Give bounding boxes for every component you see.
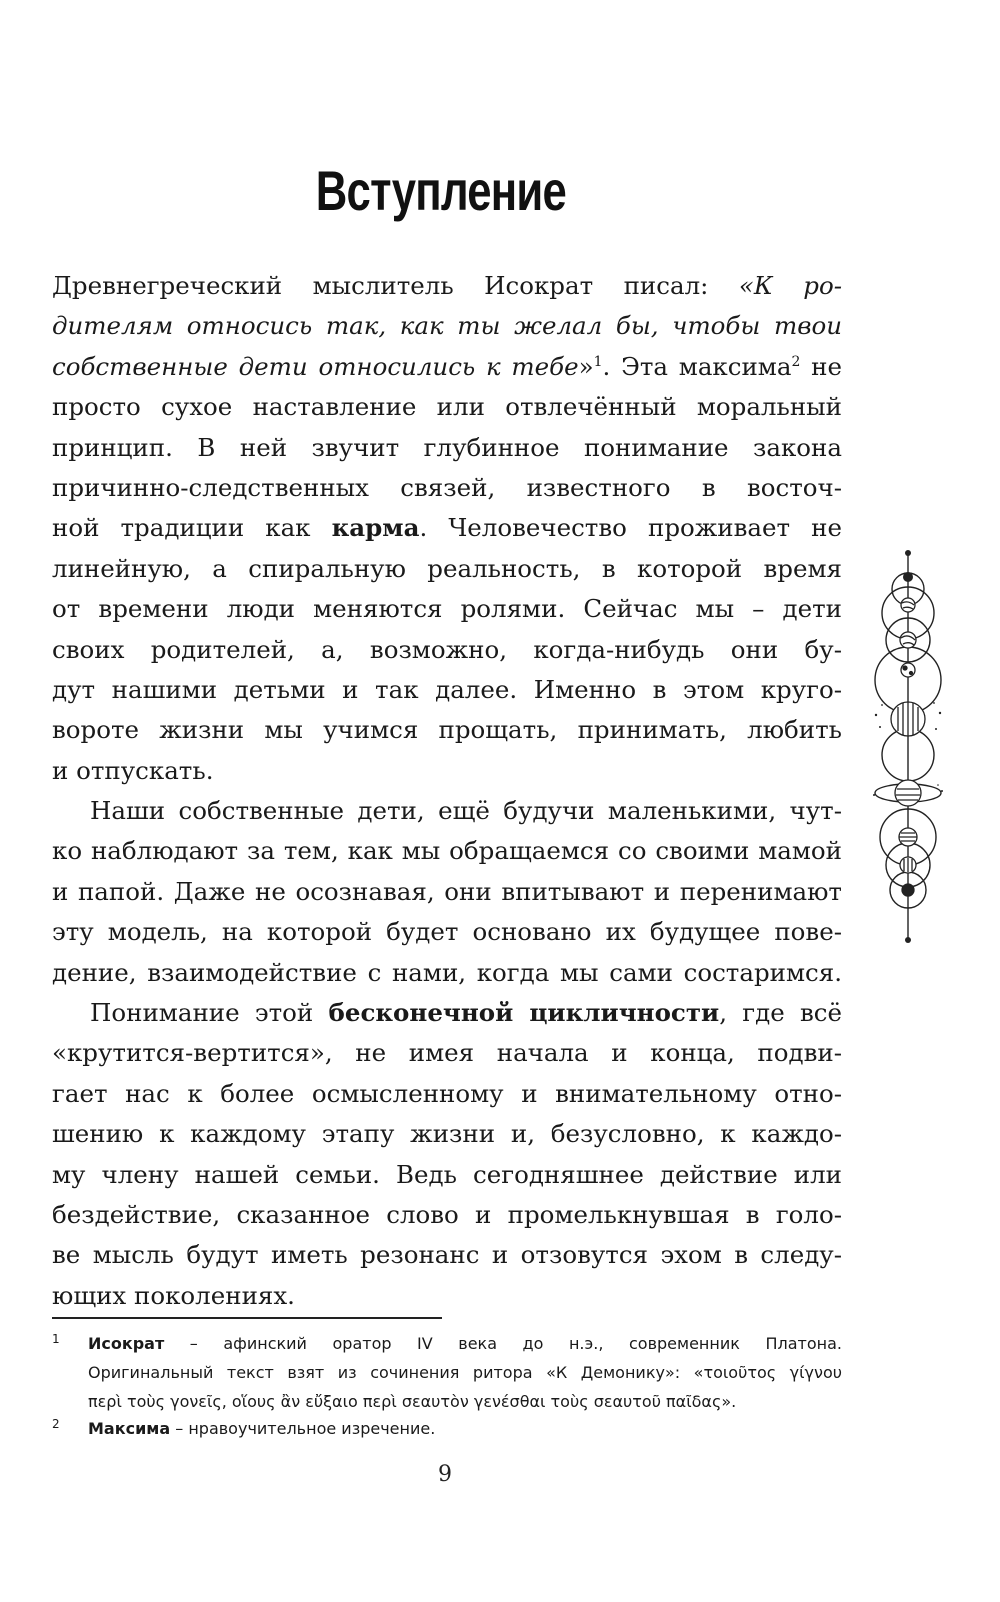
footnote-divider <box>52 1317 442 1319</box>
footnote-1 <box>52 1329 842 1416</box>
footnote-ref[interactable]: 2 <box>791 353 801 370</box>
text-line: му члену нашей семьи. Ведь сегодняшнее действие или <box>52 1159 842 1189</box>
text-line: просто сухое наставление или отвлечённый моральный <box>52 392 842 422</box>
text-line: шению к каждому этапу жизни и, безусловно, к каждо- <box>52 1119 842 1149</box>
text-line: бездействие, сказанное слово и промелькнувшая в голо- <box>52 1199 842 1229</box>
text-line: своих родителей, а, возможно, когда-нибудь они бу- <box>52 634 842 664</box>
text-line: гает нас к более осмысленному и внимательному отно- <box>52 1078 842 1108</box>
footnote-ref[interactable]: 1 <box>593 353 603 370</box>
footnote-line: Исократ – афинский оратор IV века до н.э., современник Платона. <box>88 1334 842 1353</box>
footnote-line: Оригинальный текст взят из сочинения ритора «К Демонику»: «τοιοῦτος γίγνου <box>88 1363 842 1382</box>
text-line: ной традиции как карма. Человечество проживает не <box>52 513 842 543</box>
text-line: Наши собственные дети, ещё будучи маленькими, чут- <box>90 796 842 826</box>
footnote-number: 2 <box>52 1417 60 1431</box>
text-line: линейную, а спиральную реальность, в которой время <box>52 553 842 583</box>
page-number: 9 <box>438 1462 452 1487</box>
text-line: ко наблюдают за тем, как мы обращаемся со своими мамой <box>52 836 842 866</box>
text-line: и папой. Даже не осознавая, они впитывают и перенимают <box>52 876 842 906</box>
text-line: и отпускать. <box>52 755 214 785</box>
text-line: принцип. В ней звучит глубинное понимание закона <box>52 432 842 462</box>
text-line: Понимание этой бесконечной цикличности, где всё <box>90 998 842 1028</box>
footnote-number: 1 <box>52 1332 60 1346</box>
text-line: причинно-следственных связей, известного в восточ- <box>52 472 842 502</box>
text-line: ве мысль будут иметь резонанс и отзовутся эхом в следу- <box>52 1240 842 1270</box>
text-line: «крутится-вертится», не имея начала и конца, подви- <box>52 1038 842 1068</box>
text-line: ющих поколениях. <box>52 1280 295 1310</box>
chapter-title: Вступление <box>315 159 566 222</box>
text-line: вороте жизни мы учимся прощать, принимать, любить <box>52 715 842 745</box>
text-line: собственные дети относились к тебе»$^1$. Эта максима$^2$ не <box>52 351 842 381</box>
text-line: дут нашими детьми и так далее. Именно в этом круго- <box>52 674 842 704</box>
footnote-line: περὶ τοὺς γονεῖς, οἵους ἂν εὔξαιο περὶ σεαυτὸν γενέσθαι τοὺς σεαυτοῦ παῖδας». <box>88 1392 737 1411</box>
body-text <box>52 266 842 1316</box>
text-line: от времени люди меняются ролями. Сейчас мы – дети <box>52 594 842 624</box>
text-line: эту модель, на которой будет основано их будущее пове- <box>52 917 842 947</box>
footnote-line: Максима – нравоучительное изречение. <box>88 1419 436 1438</box>
text-line: Древнегреческий мыслитель Исократ писал: «К ро- <box>52 271 842 300</box>
text-line: дение, взаимодействие с нами, когда мы сами состаримся. <box>52 957 842 987</box>
orrery-icon <box>868 545 948 945</box>
text-line: дителям относись так, как ты желал бы, чтобы твои <box>52 311 842 341</box>
footnote-2 <box>52 1414 842 1443</box>
